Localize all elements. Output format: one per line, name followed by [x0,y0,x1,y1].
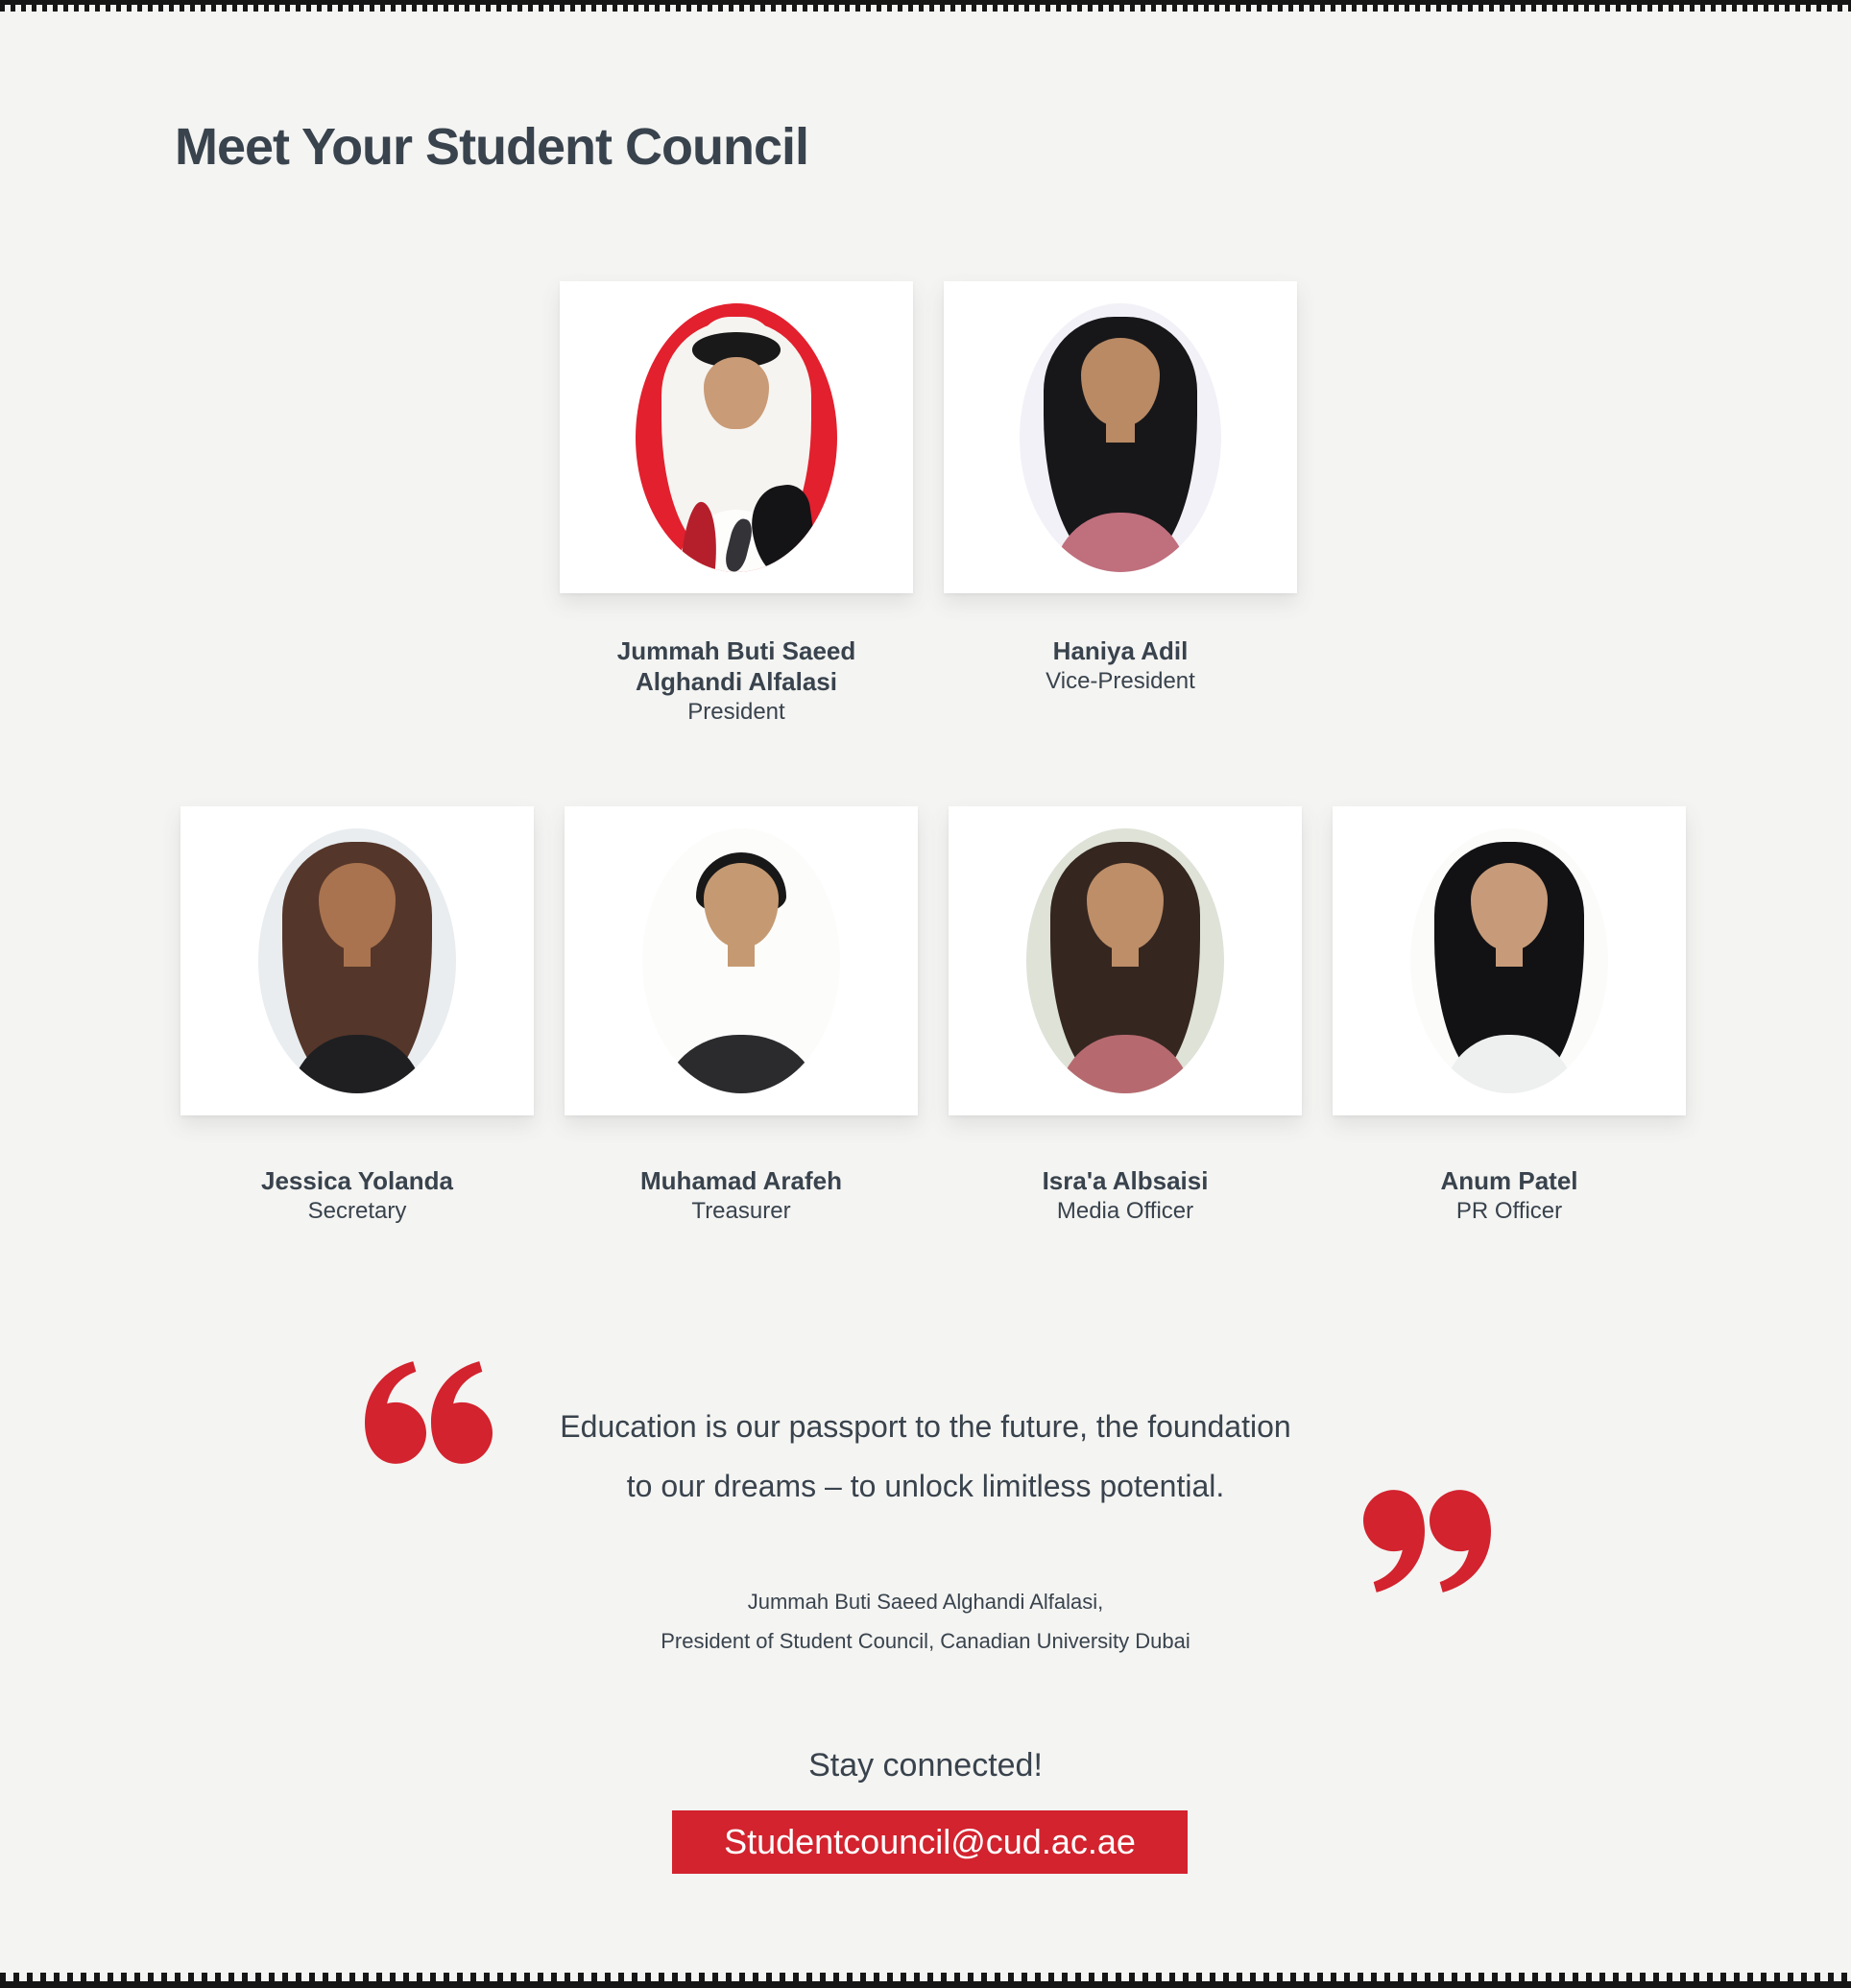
council-row-top [560,281,1297,728]
member-photo-pr-officer [1410,828,1608,1093]
serrated-top-edge [0,0,1851,12]
member-caption [1043,1165,1209,1227]
member-card [1333,806,1686,1227]
member-photo-card [944,281,1297,593]
member-photo-media-officer [1026,828,1224,1093]
member-photo-card [565,806,918,1115]
member-card [565,806,918,1227]
avatar-face [704,863,779,947]
member-photo-president [636,303,837,572]
member-name: Isra'a Albsaisi [1042,1166,1209,1195]
member-caption [1440,1165,1577,1227]
member-role: President [687,699,785,725]
quote-line-1: Education is our passport to the future, the foundation [560,1409,1291,1444]
member-card [949,806,1302,1227]
member-photo-card [949,806,1302,1115]
member-photo-vice-president [1020,303,1221,572]
member-role: Vice-President [1046,668,1195,694]
member-card [180,806,534,1227]
member-name: Jessica Yolanda [261,1166,453,1195]
member-photo-card [1333,806,1686,1115]
member-caption [261,1165,453,1227]
member-name: Haniya Adil [1052,636,1189,665]
avatar-face [704,357,768,430]
member-photo-card [180,806,534,1115]
member-name: Muhamad Arafeh [640,1166,842,1195]
member-caption [1046,635,1195,697]
closing-quote-icon [1363,1490,1491,1593]
page-title: Meet Your Student Council [175,118,809,176]
council-row-bottom [180,806,1686,1227]
quote-attribution-name: Jummah Buti Saeed Alghandi Alfalasi, [747,1590,1104,1614]
member-photo-card [560,281,913,593]
member-role: PR Officer [1455,1198,1563,1224]
member-caption [640,1165,842,1227]
member-photo-treasurer [642,828,840,1093]
member-photo-secretary [258,828,456,1093]
member-card [944,281,1297,728]
member-caption [588,635,885,728]
member-role: Treasurer [691,1198,791,1224]
quote-attribution-title: President of Student Council, Canadian University Dubai [661,1629,1190,1653]
stay-connected-heading: Stay connected! [808,1747,1043,1784]
quote-line-2: to our dreams – to unlock limitless potential. [626,1469,1225,1503]
avatar-shirt [662,1035,821,1093]
member-name: Jummah Buti Saeed Alghandi Alfalasi [616,636,856,696]
member-name: Anum Patel [1440,1166,1578,1195]
member-card [560,281,913,728]
member-role: Media Officer [1056,1198,1194,1224]
member-role: Secretary [307,1198,407,1224]
email-contact-button[interactable]: Studentcouncil@cud.ac.ae [672,1810,1188,1874]
serrated-bottom-edge [0,1973,1851,1988]
